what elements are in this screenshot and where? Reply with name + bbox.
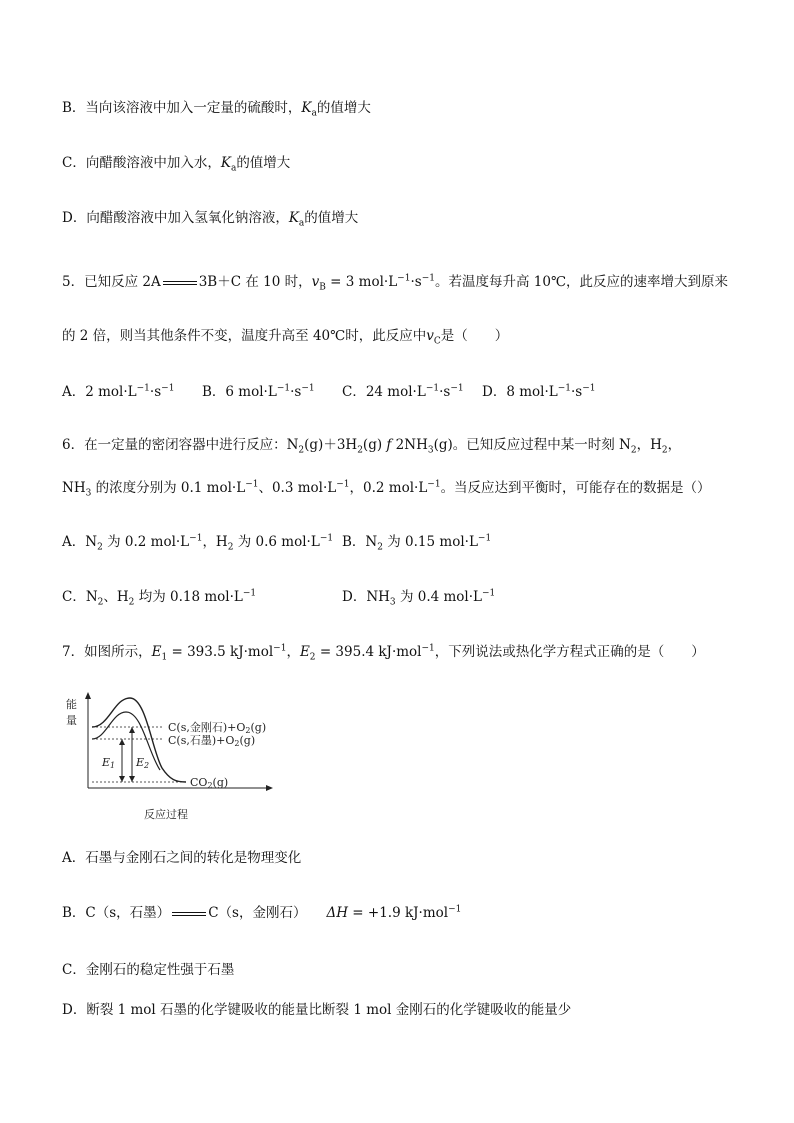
q6-stem-line1: 6．在一定量的密闭容器中进行反应：$N_2(g)+3H_2(g)$ f $2NH_3(g)$。已知反应过程中某一时刻 $N_2$，$H_2$， — [62, 437, 682, 456]
diagram-ylabel-1: 能 — [66, 698, 77, 711]
ka-sub: a — [298, 218, 305, 229]
q5-text: ·s — [410, 274, 422, 290]
q6-options-ab — [62, 532, 491, 552]
equals-arrow — [172, 912, 206, 916]
q4-option-c — [62, 153, 290, 173]
q5-option-c: C．24 $mol\cdot L^{-1}\cdot s^{-1}$ — [342, 383, 464, 400]
q5-stem-line2 — [62, 326, 508, 346]
q5-option-a: A．2 $mol\cdot L^{-1}\cdot s^{-1}$ — [62, 383, 175, 400]
v-symbol: v — [426, 328, 434, 344]
q6-option-d: D．$NH_3$ 为 0.4 $mol\cdot L^{-1}$ — [342, 588, 496, 608]
ka-symbol: K — [220, 155, 231, 171]
e2-label: E2 — [136, 756, 150, 770]
e1-arrow-icon — [119, 776, 125, 782]
q6-option-c: C．$N_2$、$H_2$ 均为 0.18 $mol\cdot L^{-1}$ — [62, 588, 257, 608]
q4-option-d-text: D．向醋酸溶液中加入氢氧化钠溶液， — [62, 210, 289, 226]
e2-arrow-icon — [129, 727, 135, 733]
q4-option-b-end: 的值增大 — [316, 100, 371, 116]
q5-options — [62, 382, 596, 402]
e1-arrow-icon — [119, 739, 125, 745]
energy-diagram — [64, 690, 274, 830]
q7-option-b: B．C（s，石墨） C（s，金刚石） ΔH = +1.9 kJ·mol$^{-1}$ — [62, 904, 462, 921]
equilibrium-symbol: f — [386, 437, 392, 453]
q5-text: 是（ ） — [440, 328, 509, 344]
ka-symbol: K — [301, 100, 312, 116]
q4-option-d-end: 的值增大 — [304, 210, 359, 226]
equals-arrow — [163, 281, 197, 285]
q4-option-b-text: B．当向该溶液中加入一定量的硫酸时， — [62, 100, 302, 116]
x-axis-arrow-icon — [266, 785, 273, 791]
e2-arrow-icon — [129, 776, 135, 782]
q5-text: 。若温度每升高 10℃，此反应的速率增大到原来 — [434, 274, 729, 290]
q6-option-a: A．$N_2$ 为 0.2 $mol\cdot L^{-1}$，$H_2$ 为 0.6 $mol\cdot L^{-1}$ — [62, 533, 334, 553]
diamond-level-label: C(s,金刚石)+O2(g) — [168, 721, 267, 735]
v-symbol: v — [311, 274, 320, 290]
q7-stem: 7．如图所示，$E_1 = 393.5$ kJ·mol$^{-1}$，$E_2 = 395.4$ kJ·mol$^{-1}$，下列说法或热化学方程式正确的是（ ） — [62, 643, 705, 663]
q6-options-cd — [62, 587, 495, 607]
q4-option-c-text: C．向醋酸溶液中加入水， — [62, 155, 221, 171]
q5-stem-line1 — [62, 272, 728, 292]
q4-option-d — [62, 208, 358, 228]
q6-option-b: B．$N_2$ 为 0.15 $mol\cdot L^{-1}$ — [342, 533, 492, 553]
co2-level-label: CO2(g) — [190, 776, 229, 790]
ka-sub: a — [230, 163, 237, 174]
v-sub: B — [319, 282, 326, 293]
q6-stem-line2: $NH_3$ 的浓度分别为 0.1 $mol\cdot L^{-1}$、0.3 $mol\cdot L^{-1}$，0.2 $mol\cdot L^{-1}$。当反应达到平衡时，可能存在的数据是（） — [62, 479, 711, 499]
q5-text: 的 2 倍，则当其他条件不变，温度升高至 40℃时，此反应中 — [62, 328, 427, 344]
q5-text: 5．已知反应 2A — [62, 274, 161, 290]
q5-text: 3B＋C 在 10 时， — [198, 274, 312, 290]
q5-option-b: B．6 $mol\cdot L^{-1}\cdot s^{-1}$ — [202, 383, 315, 400]
graphite-level-label: C(s,石墨)+O2(g) — [168, 734, 256, 748]
y-axis-arrow-icon — [85, 692, 91, 699]
q4-option-c-end: 的值增大 — [236, 155, 291, 171]
q7-option-d: D．断裂 1 mol 石墨的化学键吸收的能量比断裂 1 mol 金刚石的化学键吸收的能量少 — [62, 1002, 572, 1018]
ka-sub: a — [311, 108, 317, 119]
q4-option-b — [62, 98, 371, 118]
sup: −1 — [421, 273, 435, 284]
diagram-ylabel-2: 量 — [66, 714, 77, 727]
diagram-xlabel: 反应过程 — [144, 808, 188, 821]
q7-option-c: C．金刚石的稳定性强于石墨 — [62, 962, 235, 978]
sup: −1 — [397, 273, 411, 284]
v-sub: C — [433, 336, 441, 347]
q5-text: = 3 mol·L — [325, 274, 398, 290]
q5-option-d: D．8 $mol\cdot L^{-1}\cdot s^{-1}$ — [482, 383, 596, 400]
e1-label: E1 — [102, 756, 116, 770]
q7-option-a: A．石墨与金刚石之间的转化是物理变化 — [62, 850, 302, 866]
delta-h-symbol: ΔH — [326, 905, 348, 921]
ka-symbol: K — [288, 210, 299, 226]
